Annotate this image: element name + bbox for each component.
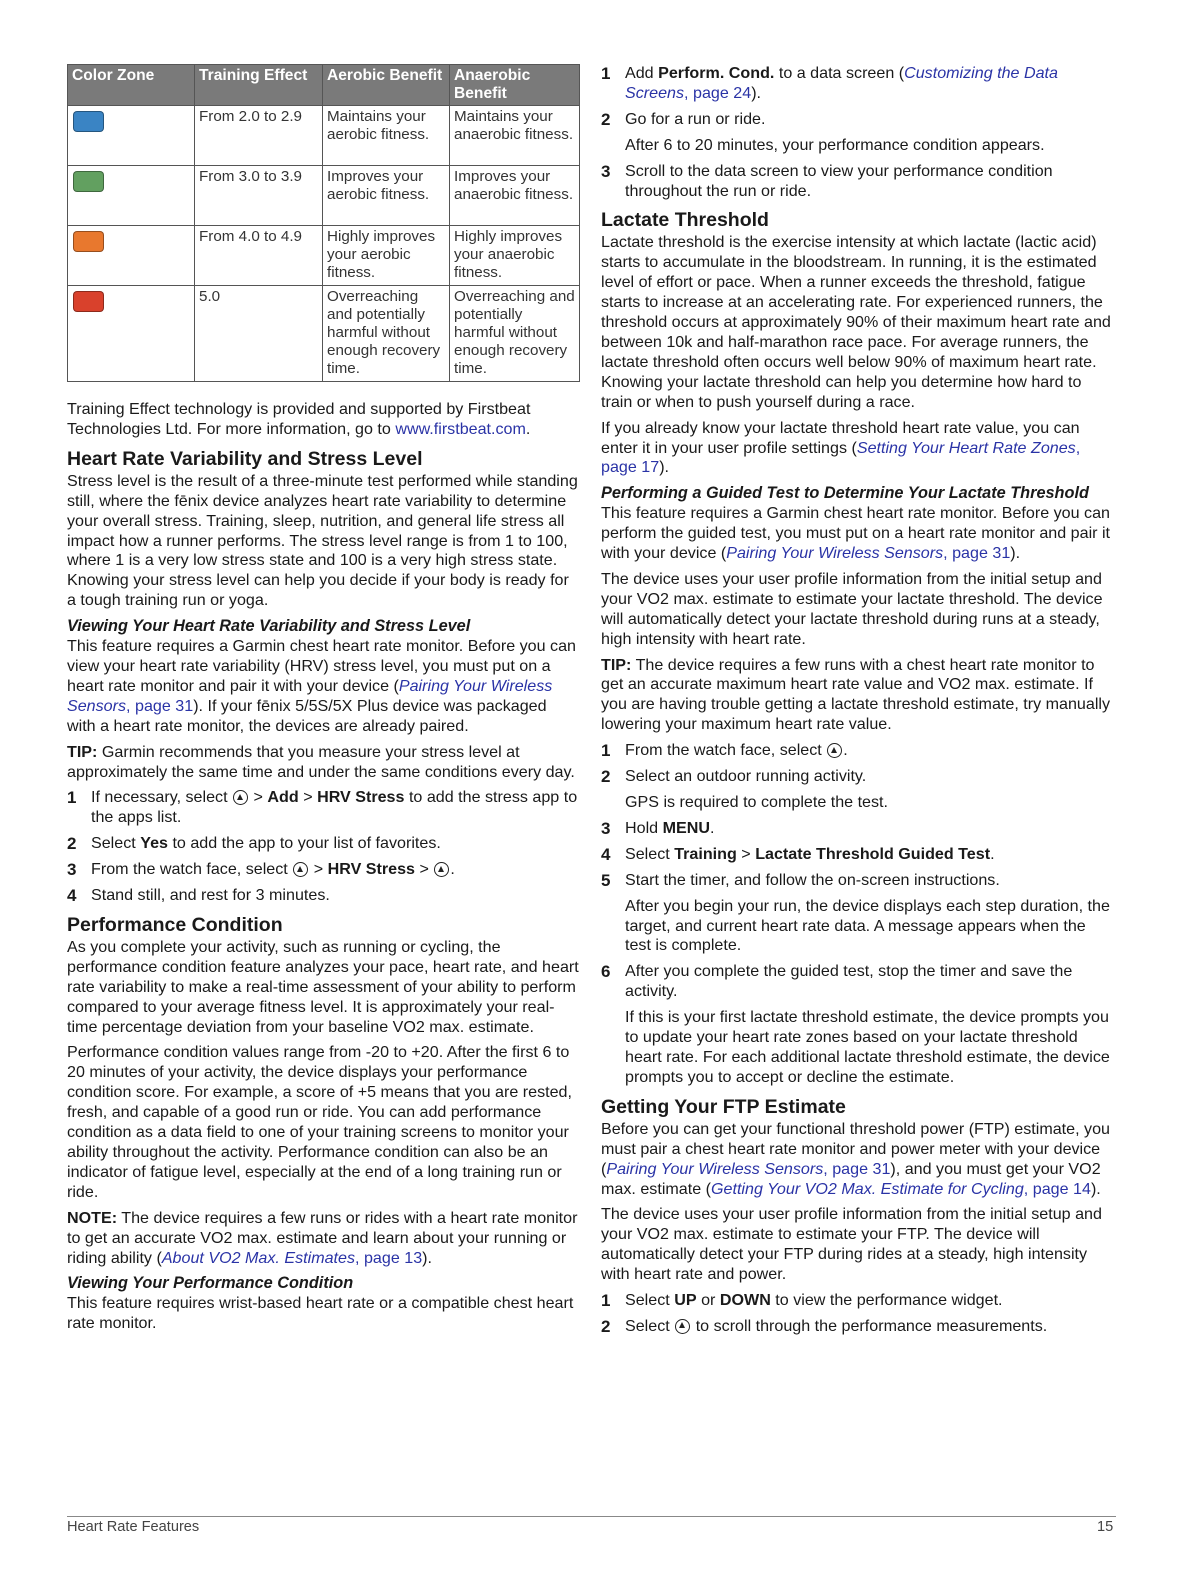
hrv-requirement: This feature requires a Garmin chest heart rate monitor. Before you can view your heart rate variability (HRV) stress level, you must put on a heart rate monitor and pair it with your device (Pairing Your Wireless Sensors, page 31). If your fēnix 5/5S/5X Plus device was packaged with a heart rate monitor, the devices are already paired. <box>67 637 576 735</box>
table-row <box>68 106 580 166</box>
performance-requirement: This feature requires wrist-based heart rate or a compatible chest heart rate monitor. <box>67 1294 574 1333</box>
action-button-icon <box>675 1319 690 1334</box>
page-24-link[interactable]: page 24 <box>693 83 752 102</box>
table-row <box>68 166 580 226</box>
aerobic-benefit-cell: Overreaching and potentially harmful without enough recovery time. <box>323 286 450 382</box>
pairing-sensors-link[interactable]: Pairing Your Wireless Sensors <box>606 1159 824 1178</box>
footer-section-title: Heart Rate Features <box>67 1519 200 1535</box>
guided-test-requirement: This feature requires a Garmin chest heart rate monitor. Before you can perform the guided test, you must put on a heart rate monitor and pair it with your device (Pairing Your Wireless Sensors, page 31). <box>601 504 1111 563</box>
guided-test-step: 1 From the watch face, select . <box>601 741 848 761</box>
guided-test-step: 2 Select an outdoor running activity. <box>601 767 867 787</box>
table-header: Aerobic Benefit <box>323 65 450 106</box>
color-zone-swatch <box>73 231 104 252</box>
step-result: After 6 to 20 minutes, your performance condition appears. <box>625 135 1045 154</box>
guided-test-tip: TIP: The device requires a few runs with a chest heart rate monitor to get an accurate maximum heart rate value and VO2 max. estimate. If you are having trouble getting a lactate threshold estimate, try manually lowering your maximum heart rate value. <box>601 655 1111 734</box>
ftp-requirement: Before you can get your functional threshold power (FTP) estimate, you must pair a chest heart rate monitor and power meter with your device (Pairing Your Wireless Sensors, page 31), and you must get your VO2 max. estimate (Getting Your VO2 Max. Estimate for Cycling, page 14). <box>601 1119 1110 1198</box>
table-header: Color Zone <box>68 65 195 106</box>
page-13-link[interactable]: page 13 <box>363 1248 423 1267</box>
action-button-icon <box>434 862 449 877</box>
lactate-threshold-heading: Lactate Threshold <box>601 209 769 232</box>
guided-test-subheading: Performing a Guided Test to Determine Your Lactate Threshold <box>601 484 1089 503</box>
aerobic-benefit-cell: Improves your aerobic fitness. <box>323 166 450 226</box>
right-column <box>601 64 1116 1343</box>
anaerobic-benefit-cell: Highly improves your anaerobic fitness. <box>450 226 580 286</box>
guided-test-step: 6 After you complete the guided test, stop the timer and save the activity. <box>601 962 1073 1001</box>
view-performance-subheading: Viewing Your Performance Condition <box>67 1274 354 1293</box>
color-zone-cell <box>68 166 195 226</box>
hrv-heading: Heart Rate Variability and Stress Level <box>67 447 423 470</box>
color-zone-cell <box>68 226 195 286</box>
performance-step: 1 Add Perform. Cond. to a data screen (Customizing the Data Screens, page 24). <box>601 64 1058 102</box>
page-14-link[interactable]: page 14 <box>1032 1179 1091 1198</box>
lactate-intro: Lactate threshold is the exercise intensity at which lactate (lactic acid) starts to accumulate in the bloodstream. In running, it is the estimated level of effort or pace. When a runner exceeds the threshold, fatigue starts to increase at an accelerating rate. For experienced runners, the threshold occurs at approximately 90% of their maximum heart rate and between 10k and half-marathon race pace. For average runners, the lactate threshold often occurs well below 90% of maximum heart rate. Knowing your lactate threshold can help you determine how hard to train or when to push yourself during a race. <box>601 233 1111 411</box>
table-header-row <box>68 65 580 106</box>
color-zone-swatch <box>73 171 104 192</box>
guided-test-step: 3 Hold MENU. <box>601 818 715 838</box>
aerobic-benefit-cell: Highly improves your aerobic fitness. <box>323 226 450 286</box>
hrv-subheading: Viewing Your Heart Rate Variability and Stress Level <box>67 617 471 636</box>
page-31-link[interactable]: page 31 <box>952 544 1011 563</box>
table-header: Anaerobic Benefit <box>450 65 580 106</box>
training-effect-cell: From 2.0 to 2.9 <box>195 106 323 166</box>
left-column <box>67 64 579 1340</box>
anaerobic-benefit-cell: Maintains your anaerobic fitness. <box>450 106 580 166</box>
hrv-step: 3 From the watch face, select > HRV Stress > . <box>67 860 455 880</box>
page-31-link[interactable]: page 31 <box>135 696 194 715</box>
training-effect-table <box>67 64 580 382</box>
aerobic-benefit-cell: Maintains your aerobic fitness. <box>323 106 450 166</box>
performance-step: 2 Go for a run or ride. <box>601 109 766 129</box>
color-zone-cell <box>68 106 195 166</box>
action-button-icon <box>233 790 248 805</box>
performance-range: Performance condition values range from -20 to +20. After the first 6 to 20 minutes of your activity, the device displays your performance condition score. For example, a score of +5 means that you are rested, fresh, and capable of a good run or ride. You can add performance condition as a data field to one of your training screens to monitor your ability throughout the activity. Performance condition can also be an indicator of fatigue level, especially at the end of a long training run or ride. <box>67 1043 572 1201</box>
action-button-icon <box>827 743 842 758</box>
hrv-step: 4 Stand still, and rest for 3 minutes. <box>67 886 330 906</box>
ftp-heading: Getting Your FTP Estimate <box>601 1095 846 1118</box>
page-number: 15 <box>1097 1519 1114 1535</box>
ftp-description: The device uses your user profile information from the initial setup and your VO2 max. estimate to estimate your FTP. The device will automatically detect your FTP during rides at a steady, high intensity with heart rate and power. <box>601 1205 1102 1284</box>
hrv-step: 1 If necessary, select > Add > HRV Stress to add the stress app to the apps list. <box>67 788 578 827</box>
training-effect-cell: From 4.0 to 4.9 <box>195 226 323 286</box>
table-row <box>68 286 580 382</box>
guided-test-description: The device uses your user profile information from the initial setup and your VO2 max. estimate to estimate your lactate threshold. The device will automatically detect your lactate threshold during runs at a steady, high intensity with heart rate. <box>601 569 1103 648</box>
step-result: GPS is required to complete the test. <box>625 793 888 811</box>
hr-zones-link[interactable]: Setting Your Heart Rate Zones <box>856 438 1076 457</box>
table-row <box>68 226 580 286</box>
step-result: After you begin your run, the device displays each step duration, the target, and current heart rate data. A message appears when the test is complete. <box>625 896 1110 955</box>
anaerobic-benefit-cell: Overreaching and potentially harmful without enough recovery time. <box>450 286 580 382</box>
vo2-estimates-link[interactable]: About VO2 Max. Estimates <box>161 1248 356 1267</box>
step-result: If this is your first lactate threshold estimate, the device prompts you to update your heart rate zones based on your lactate threshold heart rate. For each additional lactate threshold estimate, the device prompts you to accept or decline the estimate. <box>625 1008 1110 1086</box>
ftp-step: 1 Select UP or DOWN to view the performance widget. <box>601 1291 1003 1311</box>
pairing-sensors-link[interactable]: Pairing Your Wireless Sensors <box>67 676 553 715</box>
hrv-step: 2 Select Yes to add the app to your list of favorites. <box>67 834 441 854</box>
performance-intro: As you complete your activity, such as running or cycling, the performance condition feature analyzes your pace, heart rate, and heart rate variability to make a real-time assessment of your ability to perform compared to your average fitness level. It is approximately your real-time percentage deviation from your baseline VO2 max. estimate. <box>67 937 579 1036</box>
action-button-icon <box>293 862 308 877</box>
footer-divider <box>67 1516 1116 1517</box>
training-effect-cell: From 3.0 to 3.9 <box>195 166 323 226</box>
performance-note: NOTE: The device requires a few runs or rides with a heart rate monitor to get an accurate VO2 max. estimate and learn about your running or riding ability (About VO2 Max. Estimates, page 13). <box>67 1208 578 1267</box>
color-zone-cell <box>68 286 195 382</box>
ftp-step: 2 Select to scroll through the performance measurements. <box>601 1316 1048 1336</box>
pairing-sensors-link[interactable]: Pairing Your Wireless Sensors <box>726 544 944 563</box>
hrv-tip: TIP: Garmin recommends that you measure your stress level at approximately the same time and under the same conditions every day. <box>67 742 575 781</box>
page-17-link[interactable]: page 17 <box>601 458 660 477</box>
color-zone-swatch <box>73 111 104 132</box>
performance-condition-heading: Performance Condition <box>67 913 283 936</box>
training-effect-note: Training Effect technology is provided and supported by Firstbeat Technologies Ltd. For more information, go to www.firstbeat.com. <box>67 400 531 438</box>
hrv-intro: Stress level is the result of a three-minute test performed while standing still, where the fēnix device analyzes heart rate variability to determine your overall stress. Training, sleep, nutrition, and general life stress all impact how a runner performs. The stress level range is from 1 to 100, where 1 is a very low stress state and 100 is a very high stress state. Knowing your stress level can help you decide if your body is ready for a tough training run or yoga. <box>67 471 578 610</box>
guided-test-step: 5 Start the timer, and follow the on-screen instructions. <box>601 870 1000 890</box>
customizing-screens-link[interactable]: Customizing the Data Screens <box>625 64 1058 102</box>
firstbeat-link[interactable]: www.firstbeat.com <box>395 419 526 438</box>
anaerobic-benefit-cell: Improves your anaerobic fitness. <box>450 166 580 226</box>
page-31-link[interactable]: page 31 <box>832 1159 891 1178</box>
training-effect-cell: 5.0 <box>195 286 323 382</box>
table-header: Training Effect <box>195 65 323 106</box>
guided-test-step: 4 Select Training > Lactate Threshold Guided Test. <box>601 844 995 864</box>
performance-step: 3 Scroll to the data screen to view your performance condition throughout the run or ride. <box>601 161 1053 200</box>
color-zone-swatch <box>73 291 104 312</box>
vo2-cycling-link[interactable]: Getting Your VO2 Max. Estimate for Cycling <box>711 1179 1024 1198</box>
lactate-known-value: If you already know your lactate threshold heart rate value, you can enter it in your user profile settings (Setting Your Heart Rate Zones, page 17). <box>601 418 1081 477</box>
